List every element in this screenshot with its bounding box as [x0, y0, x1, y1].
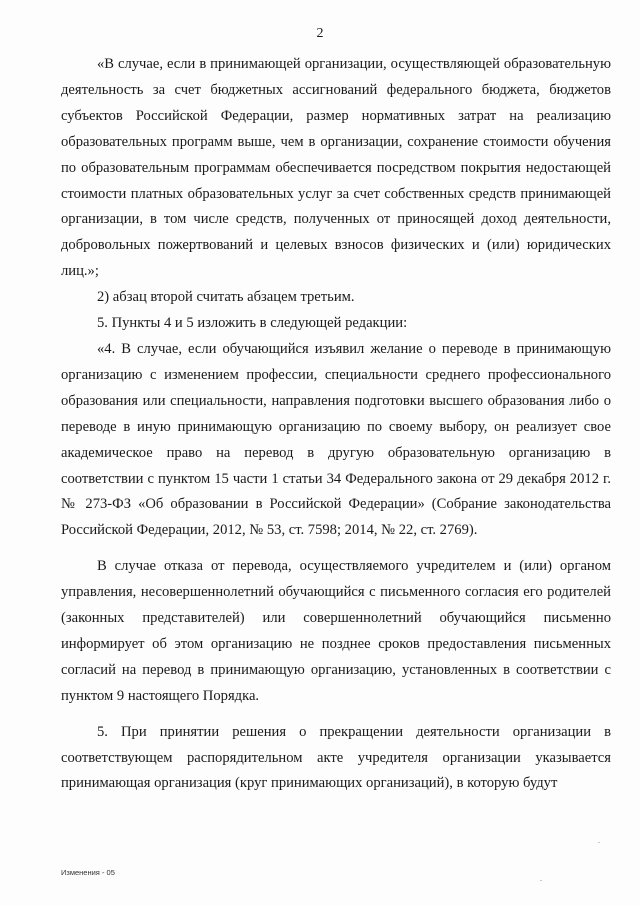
- paragraph-amendment-2: 2) абзац второй считать абзацем третьим.: [97, 289, 355, 306]
- page-footer: Изменения - 05: [61, 868, 115, 877]
- document-body: [61, 52, 611, 797]
- paragraph-point-5: 5. При принятии решения о прекращении деятельности организации в соответствующем распорядительном акте учредителя организации указывается принимающая организация (круг принимающих организаций), в которую будут: [61, 723, 611, 792]
- scan-speck: [540, 880, 542, 881]
- paragraph-amendment-5: 5. Пункты 4 и 5 изложить в следующей редакции:: [97, 315, 408, 332]
- paragraph-refusal: В случае отказа от перевода, осуществляемого учредителем и (или) органом управления, несовершеннолетний обучающийся с письменного согласия его родителей (законных представителей) или совершеннолетний обучающийся письменно информирует об этом организацию не позднее сроков предоставления письменных согласий на перевод в принимающую организацию, установленных в соответствии с пунктом 9 настоящего Порядка.: [61, 558, 611, 704]
- page-number: 2: [316, 26, 324, 41]
- paragraph-point-4: «4. В случае, если обучающийся изъявил желание о переводе в принимающую организацию с изменением профессии, специальности среднего профессионального образования или специальности, направления подготовки высшего образования либо о переводе в иную принимающую организацию по своему выбору, он реализует свое академическое право на перевод в другую образовательную организацию в соответствии с пунктом 15 части 1 статьи 34 Федерального закона от 29 декабря 2012 г. № 273-ФЗ «Об образовании в Российской Федерации» (Собрание законодательства Российской Федерации, 2012, № 53, ст. 7598; 2014, № 22, ст. 2769).: [61, 340, 611, 539]
- scan-speck: [598, 842, 600, 843]
- paragraph-funding-clause: «В случае, если в принимающей организации, осуществляющей образовательную деятельность за счет бюджетных ассигнований федерального бюджета, бюджетов субъектов Российской Федерации, размер нормативных затрат на реализацию образовательных программ выше, чем в организации, сохранение стоимости обучения по образовательным программам обеспечивается посредством покрытия недостающей стоимости платных образовательных услуг за счет собственных средств принимающей организации, в том числе средств, полученных от приносящей доход деятельности, добровольных пожертвований и целевых взносов физических и (или) юридических лиц.»;: [61, 56, 611, 280]
